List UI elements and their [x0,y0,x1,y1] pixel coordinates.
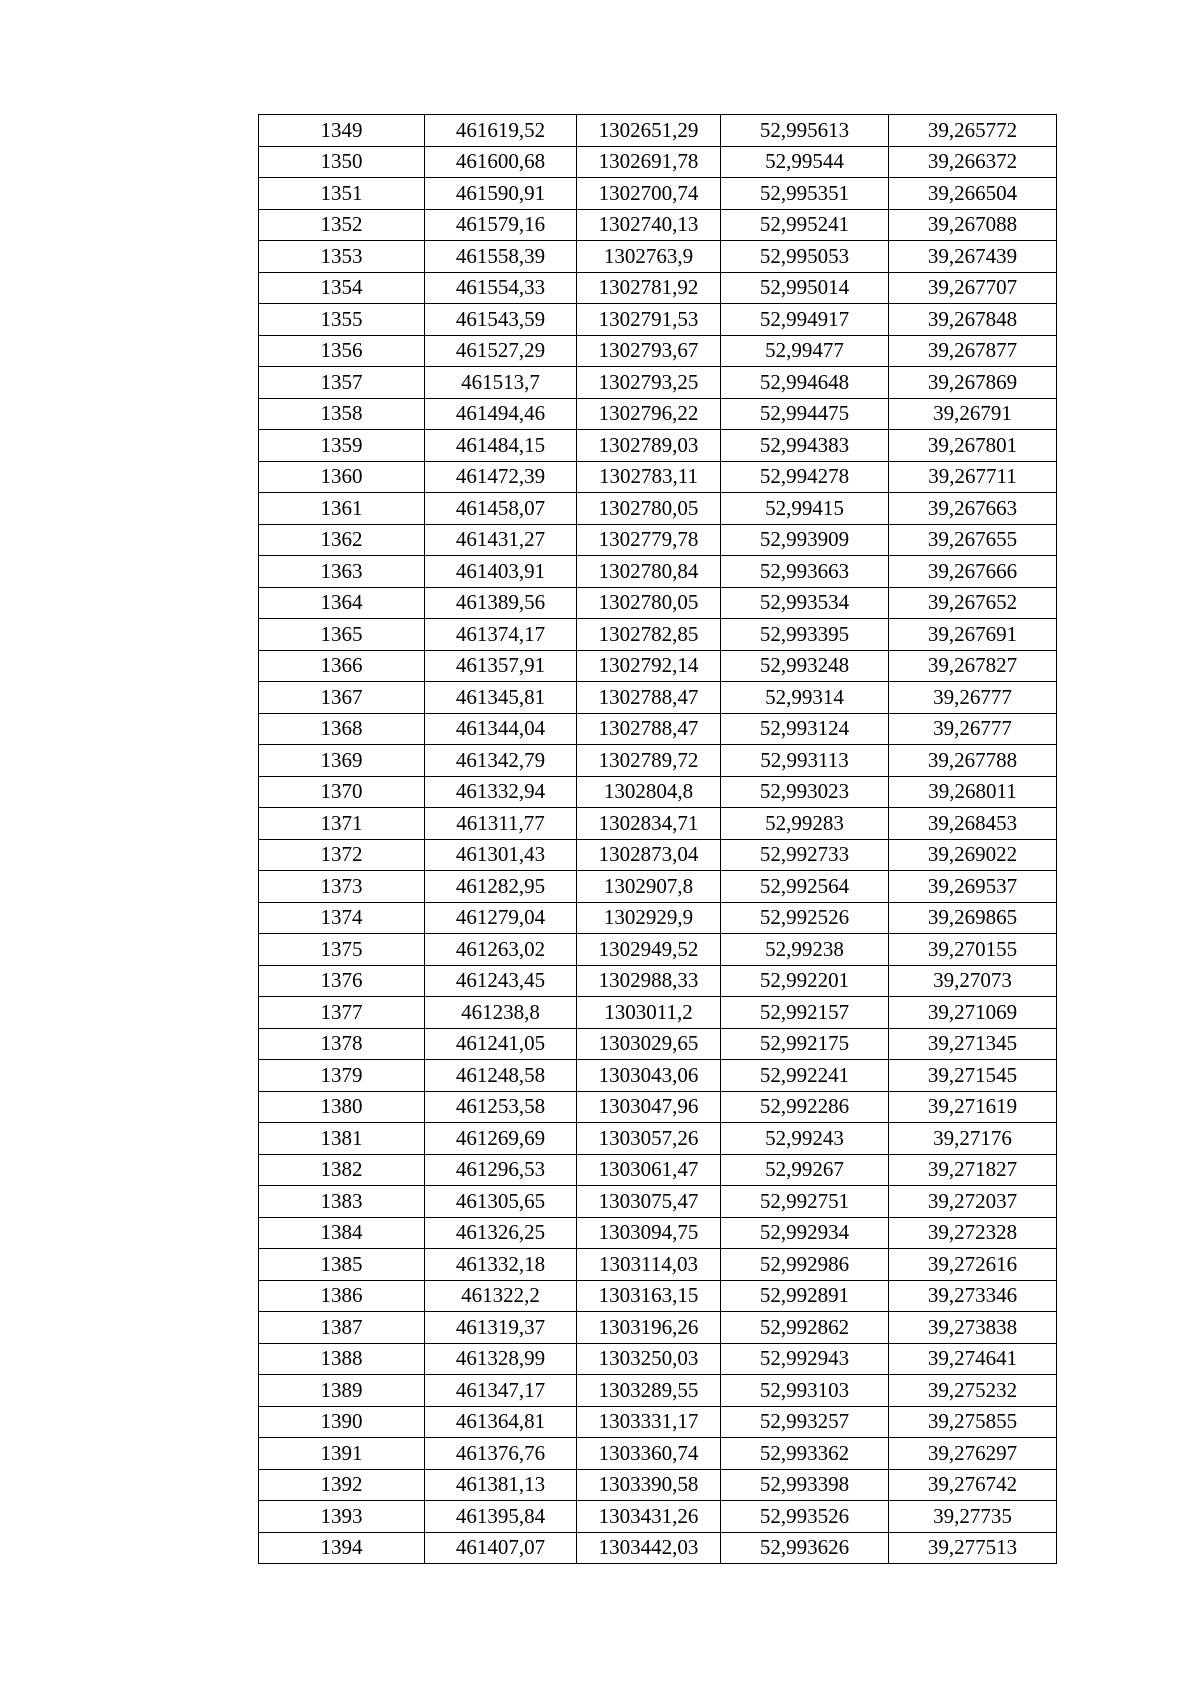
latitude-cell: 52,993395 [721,619,889,651]
longitude-cell: 39,267652 [889,587,1057,619]
x-coordinate-cell: 461344,04 [425,713,577,745]
table-row [259,1249,1057,1281]
x-coordinate-cell: 461241,05 [425,1028,577,1060]
table-row [259,1091,1057,1123]
longitude-cell: 39,267788 [889,745,1057,777]
y-coordinate-cell: 1303163,15 [577,1280,721,1312]
latitude-cell: 52,99283 [721,808,889,840]
x-coordinate-cell: 461282,95 [425,871,577,903]
x-coordinate-cell: 461389,56 [425,587,577,619]
y-coordinate-cell: 1302782,85 [577,619,721,651]
table-row [259,902,1057,934]
x-coordinate-cell: 461296,53 [425,1154,577,1186]
x-coordinate-cell: 461472,39 [425,461,577,493]
table-row [259,335,1057,367]
point-number-cell: 1370 [259,776,425,808]
longitude-cell: 39,26791 [889,398,1057,430]
latitude-cell: 52,99544 [721,146,889,178]
coordinates-table [258,114,1057,1564]
longitude-cell: 39,275855 [889,1406,1057,1438]
latitude-cell: 52,992733 [721,839,889,871]
table-row [259,304,1057,336]
latitude-cell: 52,994648 [721,367,889,399]
point-number-cell: 1366 [259,650,425,682]
table-row [259,272,1057,304]
x-coordinate-cell: 461484,15 [425,430,577,462]
latitude-cell: 52,995053 [721,241,889,273]
latitude-cell: 52,994383 [721,430,889,462]
point-number-cell: 1357 [259,367,425,399]
point-number-cell: 1385 [259,1249,425,1281]
latitude-cell: 52,992934 [721,1217,889,1249]
point-number-cell: 1375 [259,934,425,966]
table-row [259,871,1057,903]
latitude-cell: 52,99267 [721,1154,889,1186]
x-coordinate-cell: 461238,8 [425,997,577,1029]
longitude-cell: 39,267848 [889,304,1057,336]
x-coordinate-cell: 461253,58 [425,1091,577,1123]
y-coordinate-cell: 1302789,03 [577,430,721,462]
longitude-cell: 39,26777 [889,713,1057,745]
y-coordinate-cell: 1302789,72 [577,745,721,777]
y-coordinate-cell: 1302796,22 [577,398,721,430]
longitude-cell: 39,266504 [889,178,1057,210]
x-coordinate-cell: 461305,65 [425,1186,577,1218]
coordinates-table-body [259,115,1057,1564]
y-coordinate-cell: 1302873,04 [577,839,721,871]
longitude-cell: 39,274641 [889,1343,1057,1375]
table-row [259,1280,1057,1312]
latitude-cell: 52,995613 [721,115,889,147]
longitude-cell: 39,273838 [889,1312,1057,1344]
y-coordinate-cell: 1302792,14 [577,650,721,682]
table-row [259,587,1057,619]
table-row [259,839,1057,871]
table-row [259,619,1057,651]
y-coordinate-cell: 1303331,17 [577,1406,721,1438]
x-coordinate-cell: 461600,68 [425,146,577,178]
latitude-cell: 52,995241 [721,209,889,241]
point-number-cell: 1353 [259,241,425,273]
point-number-cell: 1374 [259,902,425,934]
table-row [259,367,1057,399]
longitude-cell: 39,267655 [889,524,1057,556]
latitude-cell: 52,992286 [721,1091,889,1123]
y-coordinate-cell: 1303360,74 [577,1438,721,1470]
y-coordinate-cell: 1302791,53 [577,304,721,336]
x-coordinate-cell: 461494,46 [425,398,577,430]
table-row [259,209,1057,241]
y-coordinate-cell: 1303390,58 [577,1469,721,1501]
x-coordinate-cell: 461554,33 [425,272,577,304]
y-coordinate-cell: 1303061,47 [577,1154,721,1186]
longitude-cell: 39,272616 [889,1249,1057,1281]
x-coordinate-cell: 461619,52 [425,115,577,147]
point-number-cell: 1381 [259,1123,425,1155]
point-number-cell: 1383 [259,1186,425,1218]
y-coordinate-cell: 1302804,8 [577,776,721,808]
point-number-cell: 1354 [259,272,425,304]
longitude-cell: 39,271619 [889,1091,1057,1123]
x-coordinate-cell: 461328,99 [425,1343,577,1375]
point-number-cell: 1373 [259,871,425,903]
latitude-cell: 52,993113 [721,745,889,777]
table-row [259,1469,1057,1501]
point-number-cell: 1356 [259,335,425,367]
point-number-cell: 1365 [259,619,425,651]
latitude-cell: 52,995351 [721,178,889,210]
latitude-cell: 52,993526 [721,1501,889,1533]
point-number-cell: 1393 [259,1501,425,1533]
table-row [259,1154,1057,1186]
longitude-cell: 39,267877 [889,335,1057,367]
point-number-cell: 1368 [259,713,425,745]
latitude-cell: 52,99314 [721,682,889,714]
table-row [259,556,1057,588]
table-row [259,713,1057,745]
table-row [259,1217,1057,1249]
point-number-cell: 1379 [259,1060,425,1092]
y-coordinate-cell: 1302740,13 [577,209,721,241]
latitude-cell: 52,993023 [721,776,889,808]
y-coordinate-cell: 1302780,05 [577,587,721,619]
longitude-cell: 39,267439 [889,241,1057,273]
y-coordinate-cell: 1302780,84 [577,556,721,588]
point-number-cell: 1392 [259,1469,425,1501]
y-coordinate-cell: 1302781,92 [577,272,721,304]
y-coordinate-cell: 1303114,03 [577,1249,721,1281]
x-coordinate-cell: 461407,07 [425,1532,577,1564]
longitude-cell: 39,267801 [889,430,1057,462]
latitude-cell: 52,994475 [721,398,889,430]
table-row [259,1375,1057,1407]
y-coordinate-cell: 1303289,55 [577,1375,721,1407]
latitude-cell: 52,993534 [721,587,889,619]
longitude-cell: 39,272328 [889,1217,1057,1249]
point-number-cell: 1394 [259,1532,425,1564]
table-row [259,1501,1057,1533]
x-coordinate-cell: 461263,02 [425,934,577,966]
y-coordinate-cell: 1302788,47 [577,682,721,714]
point-number-cell: 1389 [259,1375,425,1407]
y-coordinate-cell: 1302783,11 [577,461,721,493]
table-row [259,745,1057,777]
latitude-cell: 52,99238 [721,934,889,966]
x-coordinate-cell: 461332,18 [425,1249,577,1281]
y-coordinate-cell: 1303094,75 [577,1217,721,1249]
table-row [259,1186,1057,1218]
table-row [259,1028,1057,1060]
y-coordinate-cell: 1302929,9 [577,902,721,934]
point-number-cell: 1376 [259,965,425,997]
point-number-cell: 1372 [259,839,425,871]
x-coordinate-cell: 461248,58 [425,1060,577,1092]
x-coordinate-cell: 461345,81 [425,682,577,714]
table-row [259,965,1057,997]
x-coordinate-cell: 461332,94 [425,776,577,808]
longitude-cell: 39,27073 [889,965,1057,997]
latitude-cell: 52,992986 [721,1249,889,1281]
table-row [259,241,1057,273]
point-number-cell: 1350 [259,146,425,178]
y-coordinate-cell: 1302949,52 [577,934,721,966]
y-coordinate-cell: 1303029,65 [577,1028,721,1060]
point-number-cell: 1367 [259,682,425,714]
y-coordinate-cell: 1302907,8 [577,871,721,903]
longitude-cell: 39,271545 [889,1060,1057,1092]
table-row [259,650,1057,682]
point-number-cell: 1363 [259,556,425,588]
point-number-cell: 1390 [259,1406,425,1438]
longitude-cell: 39,268453 [889,808,1057,840]
table-row [259,1406,1057,1438]
latitude-cell: 52,993103 [721,1375,889,1407]
longitude-cell: 39,269537 [889,871,1057,903]
longitude-cell: 39,276297 [889,1438,1057,1470]
x-coordinate-cell: 461243,45 [425,965,577,997]
longitude-cell: 39,270155 [889,934,1057,966]
longitude-cell: 39,275232 [889,1375,1057,1407]
x-coordinate-cell: 461458,07 [425,493,577,525]
latitude-cell: 52,992943 [721,1343,889,1375]
y-coordinate-cell: 1302780,05 [577,493,721,525]
longitude-cell: 39,267869 [889,367,1057,399]
point-number-cell: 1364 [259,587,425,619]
latitude-cell: 52,99243 [721,1123,889,1155]
latitude-cell: 52,993626 [721,1532,889,1564]
point-number-cell: 1362 [259,524,425,556]
y-coordinate-cell: 1303057,26 [577,1123,721,1155]
y-coordinate-cell: 1303047,96 [577,1091,721,1123]
point-number-cell: 1360 [259,461,425,493]
x-coordinate-cell: 461381,13 [425,1469,577,1501]
longitude-cell: 39,271827 [889,1154,1057,1186]
x-coordinate-cell: 461374,17 [425,619,577,651]
y-coordinate-cell: 1302793,67 [577,335,721,367]
longitude-cell: 39,267827 [889,650,1057,682]
table-row [259,430,1057,462]
x-coordinate-cell: 461364,81 [425,1406,577,1438]
y-coordinate-cell: 1302763,9 [577,241,721,273]
latitude-cell: 52,99415 [721,493,889,525]
latitude-cell: 52,992157 [721,997,889,1029]
point-number-cell: 1384 [259,1217,425,1249]
latitude-cell: 52,992891 [721,1280,889,1312]
table-row [259,1438,1057,1470]
point-number-cell: 1349 [259,115,425,147]
longitude-cell: 39,271345 [889,1028,1057,1060]
point-number-cell: 1377 [259,997,425,1029]
point-number-cell: 1351 [259,178,425,210]
longitude-cell: 39,268011 [889,776,1057,808]
y-coordinate-cell: 1302651,29 [577,115,721,147]
table-row [259,997,1057,1029]
x-coordinate-cell: 461357,91 [425,650,577,682]
latitude-cell: 52,993124 [721,713,889,745]
latitude-cell: 52,992526 [721,902,889,934]
y-coordinate-cell: 1302834,71 [577,808,721,840]
x-coordinate-cell: 461590,91 [425,178,577,210]
table-row [259,808,1057,840]
table-row [259,524,1057,556]
table-row [259,776,1057,808]
y-coordinate-cell: 1303431,26 [577,1501,721,1533]
longitude-cell: 39,272037 [889,1186,1057,1218]
longitude-cell: 39,267666 [889,556,1057,588]
point-number-cell: 1361 [259,493,425,525]
y-coordinate-cell: 1302700,74 [577,178,721,210]
y-coordinate-cell: 1302793,25 [577,367,721,399]
point-number-cell: 1371 [259,808,425,840]
point-number-cell: 1369 [259,745,425,777]
x-coordinate-cell: 461527,29 [425,335,577,367]
latitude-cell: 52,994917 [721,304,889,336]
latitude-cell: 52,993909 [721,524,889,556]
table-row [259,1532,1057,1564]
x-coordinate-cell: 461543,59 [425,304,577,336]
y-coordinate-cell: 1302691,78 [577,146,721,178]
latitude-cell: 52,993257 [721,1406,889,1438]
x-coordinate-cell: 461376,76 [425,1438,577,1470]
longitude-cell: 39,26777 [889,682,1057,714]
point-number-cell: 1352 [259,209,425,241]
y-coordinate-cell: 1303250,03 [577,1343,721,1375]
point-number-cell: 1358 [259,398,425,430]
point-number-cell: 1388 [259,1343,425,1375]
longitude-cell: 39,267088 [889,209,1057,241]
y-coordinate-cell: 1302788,47 [577,713,721,745]
table-row [259,1312,1057,1344]
longitude-cell: 39,276742 [889,1469,1057,1501]
longitude-cell: 39,269865 [889,902,1057,934]
longitude-cell: 39,27735 [889,1501,1057,1533]
x-coordinate-cell: 461311,77 [425,808,577,840]
latitude-cell: 52,993248 [721,650,889,682]
y-coordinate-cell: 1303043,06 [577,1060,721,1092]
longitude-cell: 39,266372 [889,146,1057,178]
latitude-cell: 52,995014 [721,272,889,304]
table-row [259,1343,1057,1375]
point-number-cell: 1387 [259,1312,425,1344]
longitude-cell: 39,277513 [889,1532,1057,1564]
point-number-cell: 1359 [259,430,425,462]
y-coordinate-cell: 1302988,33 [577,965,721,997]
x-coordinate-cell: 461558,39 [425,241,577,273]
x-coordinate-cell: 461301,43 [425,839,577,871]
y-coordinate-cell: 1303196,26 [577,1312,721,1344]
point-number-cell: 1380 [259,1091,425,1123]
point-number-cell: 1355 [259,304,425,336]
latitude-cell: 52,993398 [721,1469,889,1501]
latitude-cell: 52,992201 [721,965,889,997]
x-coordinate-cell: 461322,2 [425,1280,577,1312]
latitude-cell: 52,994278 [721,461,889,493]
table-row [259,934,1057,966]
x-coordinate-cell: 461319,37 [425,1312,577,1344]
x-coordinate-cell: 461395,84 [425,1501,577,1533]
longitude-cell: 39,269022 [889,839,1057,871]
point-number-cell: 1386 [259,1280,425,1312]
table-row [259,682,1057,714]
point-number-cell: 1382 [259,1154,425,1186]
table-row [259,178,1057,210]
table-row [259,146,1057,178]
table-row [259,1060,1057,1092]
longitude-cell: 39,267711 [889,461,1057,493]
longitude-cell: 39,267691 [889,619,1057,651]
longitude-cell: 39,267707 [889,272,1057,304]
table-row [259,115,1057,147]
latitude-cell: 52,99477 [721,335,889,367]
x-coordinate-cell: 461347,17 [425,1375,577,1407]
x-coordinate-cell: 461431,27 [425,524,577,556]
latitude-cell: 52,993362 [721,1438,889,1470]
table-row [259,398,1057,430]
latitude-cell: 52,992862 [721,1312,889,1344]
latitude-cell: 52,992564 [721,871,889,903]
longitude-cell: 39,267663 [889,493,1057,525]
point-number-cell: 1391 [259,1438,425,1470]
longitude-cell: 39,271069 [889,997,1057,1029]
x-coordinate-cell: 461326,25 [425,1217,577,1249]
x-coordinate-cell: 461279,04 [425,902,577,934]
longitude-cell: 39,273346 [889,1280,1057,1312]
x-coordinate-cell: 461269,69 [425,1123,577,1155]
y-coordinate-cell: 1303442,03 [577,1532,721,1564]
x-coordinate-cell: 461513,7 [425,367,577,399]
y-coordinate-cell: 1302779,78 [577,524,721,556]
x-coordinate-cell: 461342,79 [425,745,577,777]
latitude-cell: 52,992751 [721,1186,889,1218]
longitude-cell: 39,265772 [889,115,1057,147]
table-row [259,461,1057,493]
y-coordinate-cell: 1303075,47 [577,1186,721,1218]
y-coordinate-cell: 1303011,2 [577,997,721,1029]
table-row [259,1123,1057,1155]
point-number-cell: 1378 [259,1028,425,1060]
x-coordinate-cell: 461579,16 [425,209,577,241]
latitude-cell: 52,992175 [721,1028,889,1060]
x-coordinate-cell: 461403,91 [425,556,577,588]
table-row [259,493,1057,525]
latitude-cell: 52,992241 [721,1060,889,1092]
longitude-cell: 39,27176 [889,1123,1057,1155]
latitude-cell: 52,993663 [721,556,889,588]
